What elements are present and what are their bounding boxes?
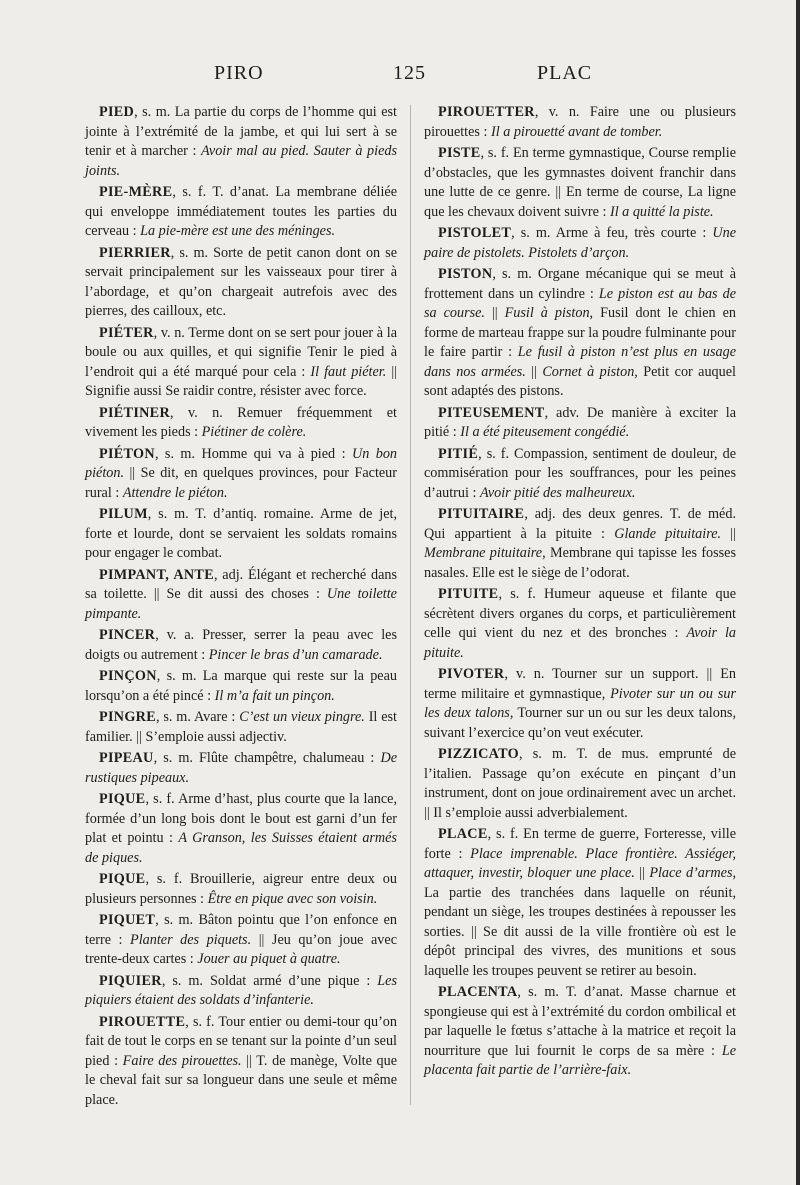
entry-definition: || Jeu qu’on joue avec trente-deux cartes : xyxy=(85,931,397,967)
dictionary-entry xyxy=(424,445,736,504)
dictionary-entry xyxy=(424,265,736,402)
entry-definition: , s. m. Avare : xyxy=(155,709,240,725)
entry-example: Une toilette pimpante. xyxy=(85,586,397,622)
dictionary-entry xyxy=(85,445,397,504)
entry-definition: || xyxy=(634,865,650,881)
entry-example: Être en pique avec son voisin. xyxy=(207,890,378,907)
dictionary-entry xyxy=(85,790,397,868)
dictionary-entry xyxy=(85,1013,397,1111)
entry-example: A Granson, les Suisses étaient armés de piques. xyxy=(85,830,397,866)
dictionary-entry xyxy=(85,103,397,181)
dictionary-entry xyxy=(424,585,736,663)
entry-definition: , v. a. Presser, serrer la peau avec les doigts ou autrement : xyxy=(85,627,397,663)
entry-example: Membrane pituitaire, xyxy=(424,545,546,561)
entry-definition: || Se dit, en quelques provinces, pour Facteur rural : xyxy=(85,465,397,501)
entry-example: Jouer au piquet à quatre. xyxy=(197,951,341,967)
entry-headword: PIERRIER xyxy=(99,244,171,261)
dictionary-entry xyxy=(424,745,736,823)
page-edge-shadow xyxy=(796,0,800,1185)
entry-headword: PINGRE xyxy=(99,709,156,725)
entry-definition: , s. f. Humeur aqueuse et filante que sécrètent divers organes du corps, et particulièrement celle qui vient du nez et des bronches : xyxy=(424,586,736,641)
entry-example: Il a été piteusement congédié. xyxy=(460,424,630,440)
entry-example: Attendre le piéton. xyxy=(122,484,228,501)
entry-example: Planter des piquets. xyxy=(130,931,252,948)
entry-headword: PINÇON xyxy=(99,668,157,684)
dictionary-entry xyxy=(424,404,736,443)
entry-definition: , s. m. T. d’anat. Masse charnue et spongieuse qui est à l’extrémité du cordon ombilical et par laquelle le fœtus s’attache à la matrice et reçoit la nourriture que lui fournit le corps de sa mère : xyxy=(424,984,736,1059)
entry-definition: , v. n. Faire une ou plusieurs pirouettes : xyxy=(424,104,736,140)
entry-example: Il a quitté la piste. xyxy=(609,203,714,220)
entry-headword: PITUITAIRE xyxy=(438,506,525,522)
entry-headword: PLACENTA xyxy=(438,984,518,1000)
entry-example: De rustiques pipeaux. xyxy=(85,750,397,786)
entry-headword: PILUM xyxy=(99,506,148,522)
page-number: 125 xyxy=(393,62,426,84)
entry-headword: PITEUSEMENT xyxy=(438,404,545,421)
entry-definition: || T. de manège, Volte que le cheval fait sur sa longueur dans une seule et même place. xyxy=(85,1052,397,1108)
entry-example: La pie-mère est une des méninges. xyxy=(140,223,336,239)
entry-headword: PIQUET xyxy=(99,912,156,928)
entry-definition: || xyxy=(484,305,505,321)
entry-example: Pincer le bras d’un camarade. xyxy=(208,646,383,663)
dictionary-entry xyxy=(85,972,397,1011)
entry-definition: , s. m. La partie du corps de l’homme qui est jointe à l’extrémité de la jambe, et qui lui sert à se tenir et à marcher : xyxy=(85,104,397,159)
dictionary-entry xyxy=(424,144,736,222)
dictionary-entry xyxy=(424,825,736,981)
entry-definition: , v. n. Terme dont on se sert pour jouer à la boule ou aux quilles, et qui signifie Tenir le pied à l’endroit qui a été marqué pour cela : xyxy=(85,324,397,380)
entry-example: Le placenta fait partie de l’arrière-faix. xyxy=(424,1042,736,1078)
entry-definition: , v. n. Remuer fréquemment et vivement les pieds : xyxy=(85,404,397,440)
entry-headword: PIQUE xyxy=(99,791,146,807)
entry-definition: , s. f. En terme gymnastique, Course remplie d’obstacles, que les gymnastes doivent franchir dans une lutte de ce genre. || En terme de course, La ligne que les chevaux doivent suivre : xyxy=(424,145,736,220)
entry-headword: PITIÉ xyxy=(438,445,479,462)
entry-definition: , s. m. T. d’antiq. romaine. Arme de jet, forte et lourde, dont se servaient les soldats romains pour engager le combat. xyxy=(85,506,397,561)
entry-example: Place d’armes, xyxy=(649,865,737,881)
entry-headword: PIQUE xyxy=(99,871,146,887)
entry-definition: , s. m. Soldat armé d’une pique : xyxy=(161,972,378,989)
entry-headword: PISTOLET xyxy=(438,225,512,241)
entry-example: Il faut piéter. xyxy=(310,363,387,380)
dictionary-entry xyxy=(85,626,397,665)
left-column xyxy=(85,103,397,1112)
entry-example: Il a pirouetté avant de tomber. xyxy=(490,123,663,140)
entry-headword: PIVOTER xyxy=(438,666,505,682)
entry-example: Un bon piéton. xyxy=(85,445,398,481)
entry-headword: PLACE xyxy=(438,826,488,842)
entry-definition: , s. m. Flûte champêtre, chalumeau : xyxy=(153,750,381,766)
dictionary-entry xyxy=(85,183,397,242)
entry-example: Piétiner de colère. xyxy=(201,424,307,440)
entry-definition: || xyxy=(525,363,543,380)
entry-definition: , s. m. La marque qui reste sur la peau lorsqu’on a été pincé : xyxy=(85,668,397,704)
entry-headword: PIROUETTER xyxy=(438,104,535,120)
entry-definition: , s. f. Brouillerie, aigreur entre deux ou plusieurs personnes : xyxy=(85,871,397,907)
dictionary-entry xyxy=(424,665,736,743)
dictionary-entry xyxy=(85,566,397,625)
entry-definition: , s. f. Tour entier ou demi-tour qu’on fait de tout le corps en se tenant sur la pointe d’un seul pied : xyxy=(85,1013,397,1069)
entry-definition: Petit cor auquel sont adaptés des pistons. xyxy=(424,363,736,399)
right-column xyxy=(424,103,736,1083)
entry-headword: PIPEAU xyxy=(99,750,154,766)
entry-definition: , s. f. En terme de guerre, Forteresse, ville forte : xyxy=(424,826,736,862)
dictionary-entry xyxy=(424,505,736,583)
dictionary-entry xyxy=(85,870,397,909)
dictionary-entry xyxy=(85,911,397,970)
entry-definition: || Signifie aussi Se raidir contre, résister avec force. xyxy=(85,363,397,399)
entry-definition: || xyxy=(721,525,736,542)
dictionary-entry xyxy=(85,749,397,788)
entry-definition: , adv. De manière à exciter la pitié : xyxy=(424,404,736,440)
entry-definition: , s. f. Compassion, sentiment de douleur, de commisération pour les souffrances, pour les peines d’autrui : xyxy=(424,445,736,501)
entry-example: Le fusil à piston n’est plus en usage dans nos armées. xyxy=(424,344,736,380)
entry-definition: , s. m. Bâton pointu que l’on enfonce en terre : xyxy=(85,912,397,948)
dictionary-entry xyxy=(424,103,736,142)
entry-headword: PIROUETTE xyxy=(99,1013,186,1030)
entry-example: Avoir la pituite. xyxy=(424,625,736,661)
entry-definition: , s. m. T. de mus. emprunté de l’italien. Passage qu’on exécute en pinçant d’un instrument, dont on joue ordinairement avec un archet. || Il s’emploie aussi adverbialement. xyxy=(424,746,736,821)
dictionary-entry xyxy=(85,244,397,322)
entry-example: Cornet à piston, xyxy=(542,363,638,380)
dictionary-entry xyxy=(85,505,397,564)
entry-definition: , v. n. Tourner sur un support. || En terme militaire et gymnastique, xyxy=(424,666,736,702)
entry-definition: Fusil dont le chien en forme de marteau frappe sur la poudre fulminante pour le faire partir : xyxy=(424,305,737,360)
entry-definition: La partie des tranchées dans laquelle on réunit, pendant un siège, les troupes destinées à repousser les sorties. || Se dit aussi de la ville frontière où est le dépôt principal des vivres, des munitions et sous laquelle les troupes peuvent se retirer au besoin. xyxy=(424,884,736,979)
entry-definition: , s. f. Arme d’hast, plus courte que la lance, formée d’un long bois dont le bout est garni d’un fer plat et pointu : xyxy=(85,791,397,846)
dictionary-entry xyxy=(85,324,397,402)
entry-definition: , s. m. Organe mécanique qui se meut à frottement dans un cylindre : xyxy=(424,266,736,302)
entry-definition: , adj. Élégant et recherché dans sa toilette. || Se dit aussi des choses : xyxy=(85,566,397,602)
entry-example: Glande pituitaire. xyxy=(614,525,722,542)
entry-headword: PITUITE xyxy=(438,586,499,602)
running-header xyxy=(0,62,800,92)
entry-headword: PISTON xyxy=(438,266,493,282)
dictionary-entry xyxy=(85,667,397,706)
entry-example: Place imprenable. Place frontière. Assiéger, attaquer, investir, bloquer une place. xyxy=(424,845,736,881)
entry-example: Avoir pitié des malheureux. xyxy=(479,484,636,501)
entry-definition: , s. f. T. d’anat. La membrane déliée qui enveloppe immédiatement toutes les parties du cerveau : xyxy=(85,184,397,239)
entry-example: Avoir mal au pied. Sauter à pieds joints. xyxy=(85,143,397,179)
entry-headword: PISTE xyxy=(438,145,481,161)
dictionary-entry xyxy=(424,224,736,263)
entry-definition: , s. m. Homme qui va à pied : xyxy=(154,445,352,462)
entry-definition: , s. m. Arme à feu, très courte : xyxy=(511,225,713,241)
entry-definition: Tourner sur un ou sur les deux talons, suivant l’exercice qu’on veut exécuter. xyxy=(424,705,736,741)
entry-definition: Il est familier. || S’emploie aussi adjectiv. xyxy=(85,709,397,745)
entry-definition: , s. m. Sorte de petit canon dont on se servait principalement sur les vaisseaux pour tirer à l’abordage, et qu’on chargeait autrefois avec des pierres, des cailloux, etc. xyxy=(85,244,397,319)
entry-definition: Membrane qui tapisse les fosses nasales. Elle est le siège de l’odorat. xyxy=(424,545,736,581)
entry-example: Fusil à piston, xyxy=(504,305,594,321)
entry-headword: PIED xyxy=(99,104,135,120)
entry-headword: PIZZICATO xyxy=(438,746,520,762)
entry-definition: , adj. des deux genres. T. de méd. Qui appartient à la pituite : xyxy=(424,506,736,542)
entry-example: Les piquiers étaient des soldats d’infanterie. xyxy=(85,972,397,1008)
entry-headword: PIQUIER xyxy=(99,972,162,989)
header-left-guide-word: PIRO xyxy=(214,62,264,84)
dictionary-entry xyxy=(424,983,736,1081)
entry-headword: PINCER xyxy=(99,627,156,643)
entry-example: C’est un vieux pingre. xyxy=(239,709,365,725)
entry-example: Pivoter sur un ou sur les deux talons, xyxy=(424,685,736,721)
entry-example: Faire des pirouettes. xyxy=(122,1052,242,1069)
entry-headword: PIMPANT, ANTE xyxy=(99,566,214,583)
entry-headword: PIE-MÈRE xyxy=(99,184,173,200)
column-divider xyxy=(410,105,411,1105)
entry-example: Le piston est au bas de sa course. xyxy=(424,285,736,321)
dictionary-entry xyxy=(85,708,397,747)
header-right-guide-word: PLAC xyxy=(537,62,593,84)
entry-example: Il m’a fait un pinçon. xyxy=(214,687,335,704)
entry-example: Une paire de pistolets. Pistolets d’arçon. xyxy=(424,225,736,261)
dictionary-entry xyxy=(85,404,397,443)
entry-headword: PIÉTER xyxy=(99,324,154,341)
entry-headword: PIÉTINER xyxy=(99,404,170,421)
entry-headword: PIÉTON xyxy=(99,445,155,462)
